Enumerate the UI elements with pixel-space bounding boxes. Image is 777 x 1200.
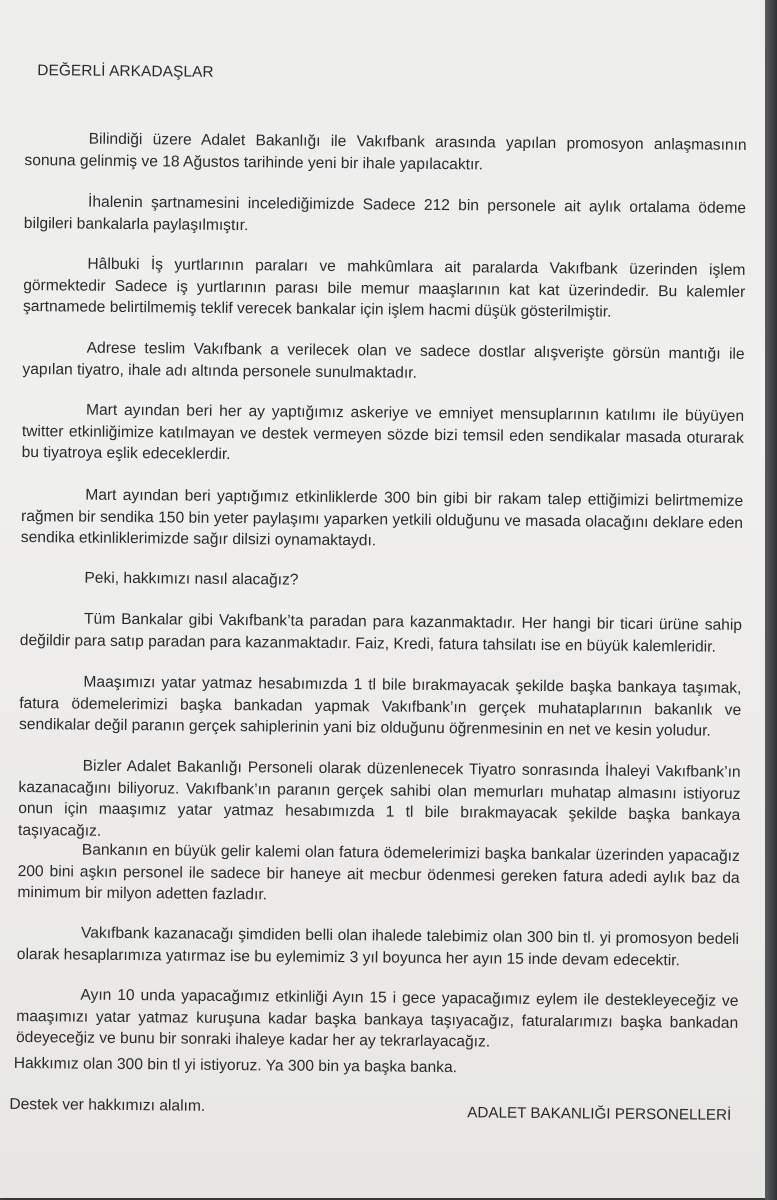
- letter-body: [9, 0, 748, 1124]
- paragraph: Adrese teslim Vakıfbank a verilecek olan ve sadece dostlar alışverişte görsün mantığı ile yapılan tiyatro, ihale adı altında personele sunulmaktadır.: [22, 339, 745, 382]
- paragraph: Maaşımızı yatar yatmaz hesabımızda 1 tl bile bırakmayacak şekilde başka bankaya taşımak, fatura ödemelerimizi başka bankadan yapmak Vakıfbank’ın gerçek muhataplarının bakanlık ve sendikalar değil paranın gerçek sahiplerinin yani biz olduğunu öğrenmesinin en net ve kesin yoludur.: [18, 673, 742, 740]
- paragraph: Vakıfbank kazanacağı şimdiden belli olan ihalede talebimiz olan 300 bin tl. yi promosyon bedeli olarak hesaplarımıza yatırmaz ise bu eylemimiz 3 yıl boyunca her ayın 15 inde devam edecektir.: [16, 924, 740, 969]
- closing-line: Destek ver hakkımızı alalım.: [9, 1095, 206, 1115]
- closing-line: Hakkımız olan 300 bin tl yi istiyoruz. Ya 300 bin ya başka banka.: [13, 1054, 458, 1077]
- paragraph: Bilindiği üzere Adalet Bakanlığı ile Vakıfbank arasında yapılan promosyon anlaşmasının sonuna gelinmiş ve 18 Ağustos tarihinde yeni bir ihale yapılacaktır.: [24, 130, 747, 173]
- paragraph: Ayın 10 unda yapacağımız etkinliği Ayın 15 i gece yapacağımız eylem ile destekleyeceğiz ve maaşımızı yatar yatmaz kuruşuna kadar başka bankaya taşıyacağız, faturalarımızı başka bankadan ödeyeceğiz ve bunu bir sonraki ihaleye kadar her ay tekrarlayacağız.: [15, 986, 739, 1051]
- paragraph: Mart ayından beri yaptığımız etkinliklerde 300 bin gibi bir rakam talep ettiğimizi belirtmemize rağmen bir sendika 150 bin yeter paylaşımı yaparken yetkili olduğunu ve masada olacağını deklare eden sendika etkinliklerimizde sağır dilsizi oynamaktaydı.: [20, 486, 744, 550]
- page-edge-shadow: [765, 0, 777, 1200]
- paragraph: Bankanın en büyük gelir kalemi olan fatura ödemelerimizi başka bankalar üzerinden yapacağız 200 bini aşkın personel ile sadece bir haneye ait mecbur ödenmesi gereken fatura adedi aylık baz da minimum bir milyon adetten fazladır.: [17, 841, 740, 904]
- salutation: DEĞERLİ ARKADAŞLAR: [37, 62, 214, 81]
- signature: ADALET BAKANLIĞI PERSONELLERİ: [467, 1104, 732, 1124]
- paragraph: Peki, hakkımızı nasıl alacağız?: [84, 569, 299, 589]
- paragraph: Bizler Adalet Bakanlığı Personeli olarak düzenlenecek Tiyatro sonrasında İhaleyi Vakıfbank’ın kazanacağını biliyoruz. Vakıfbank’ın paranın gerçek sahibi olan memurları muhatap almasını istiyoruz onun için maaşımız yatar yatmaz hesabımızda 1 tl bile bırakmayacak şekilde başka bankaya taşıyacağız.: [17, 757, 741, 840]
- paragraph: İhalenin şartnamesini incelediğimizde Sadece 212 bin personele ait aylık ortalama ödeme bilgileri bankalarla paylaşılmıştır.: [23, 193, 747, 234]
- paragraph: Tüm Bankalar gibi Vakıfbank’ta paradan para kazanmaktadır. Her hangi bir ticari ürüne sahip değildir para satıp paradan para kazanmaktadır. Faiz, Kredi, fatura tahsilatı ise en büyük kalemleridir.: [19, 610, 743, 656]
- paragraph: Mart ayından beri her ay yaptığımız askeriye ve emniyet mensuplarının katılımı ile büyüyen twitter etkinliğimize katılmayan ve destek vermeyen sözde bizi temsil eden sendikalar masada oturarak bu tiyatroya eşlik edeceklerdir.: [21, 401, 745, 463]
- paragraph: Hâlbuki İş yurtlarının paraları ve mahkûmlara ait paralarda Vakıfbank üzerinden işlem görmektedir Sadece iş yurtlarının parası bile memur maaşlarının kat kat üzerindedir. Bu kalemler şartnamede belirtilmemiş teklif verecek bankalar için işlem hacmi düşük gösterilmiştir.: [22, 255, 746, 321]
